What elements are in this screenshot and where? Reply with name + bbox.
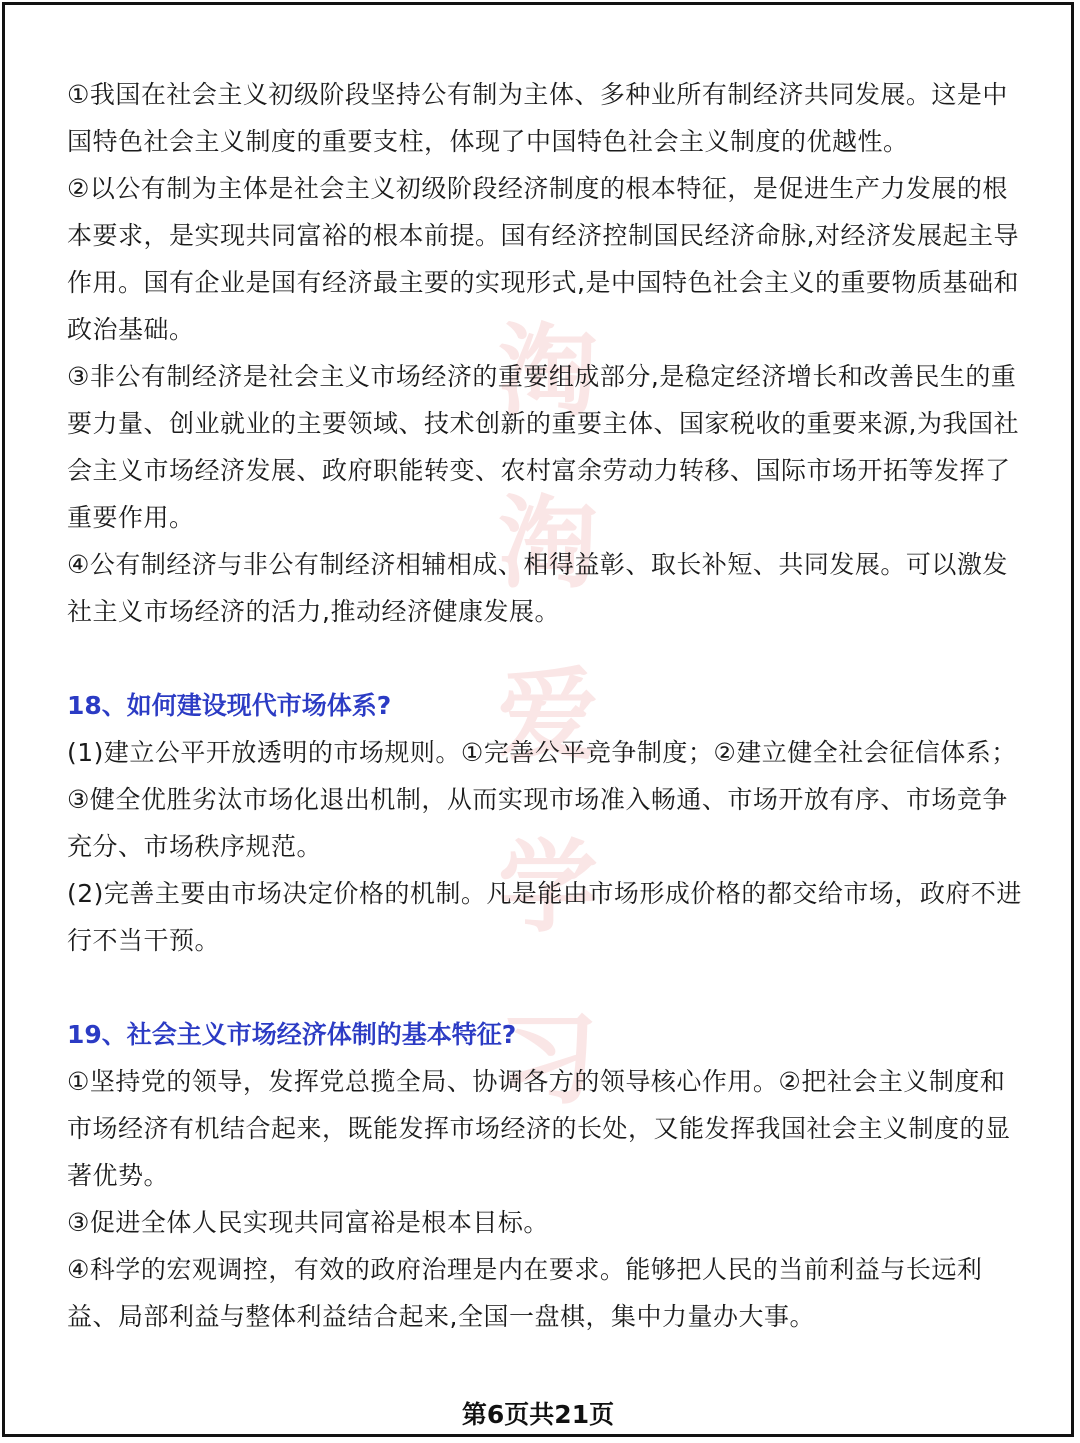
question-19-answer-2: ③促进全体人民实现共同富裕是根本目标。	[67, 1208, 549, 1237]
question-19-answer-3: ④科学的宏观调控，有效的政府治理是内在要求。能够把人民的当前利益与长远利益、局部利益与整体利益结合起来,全国一盘棋，集中力量办大事。	[67, 1255, 983, 1331]
intro-paragraph-1: ①我国在社会主义初级阶段坚持公有制为主体、多种业所有制经济共同发展。这是中国特色社会主义制度的重要支柱，体现了中国特色社会主义制度的优越性。	[67, 80, 1008, 156]
intro-section	[67, 71, 1027, 635]
question-19-answer-1: ①坚持党的领导，发挥党总揽全局、协调各方的领导核心作用。②把社会主义制度和市场经济有机结合起来，既能发挥市场经济的长处，又能发挥我国社会主义制度的显著优势。	[67, 1067, 1011, 1190]
question-18-answer-1: (1)建立公平开放透明的市场规则。①完善公平竞争制度；②建立健全社会征信体系；③健全优胜劣汰市场化退出机制，从而实现市场准入畅通、市场开放有序、市场竞争充分、市场秩序规范。	[67, 738, 1017, 861]
watermark-char: 学	[498, 828, 598, 946]
section-gap	[67, 635, 1027, 682]
question-19-title: 19、社会主义市场经济体制的基本特征?	[67, 1020, 517, 1049]
intro-paragraph-3: ③非公有制经济是社会主义市场经济的重要组成部分,是稳定经济增长和改善民生的重要力量、创业就业的主要领域、技术创新的重要主体、国家税收的重要来源,为我国社会主义市场经济发展、政府职能转变、农村富余劳动力转移、国际市场开拓等发挥了重要作用。	[67, 362, 1019, 532]
question-19-section	[67, 1011, 1027, 1340]
question-18-section	[67, 682, 1027, 964]
page-frame	[2, 2, 1074, 1437]
document-body	[67, 71, 1027, 1340]
intro-paragraph-2: ②以公有制为主体是社会主义初级阶段经济制度的根本特征，是促进生产力发展的根本要求，是实现共同富裕的根本前提。国有经济控制国民经济命脉,对经济发展起主导作用。国有企业是国有经济最主要的实现形式,是中国特色社会主义的重要物质基础和政治基础。	[67, 174, 1019, 344]
section-gap	[67, 964, 1027, 1011]
watermark-char: 淘	[498, 484, 598, 602]
page-number: 第6页共21页	[461, 1400, 615, 1429]
watermark-char: 爱	[498, 656, 598, 774]
question-18-answer-2: (2)完善主要由市场决定价格的机制。凡是能由市场形成价格的都交给市场，政府不进行不当干预。	[67, 879, 1022, 955]
question-18-title: 18、如何建设现代市场体系?	[67, 691, 392, 720]
watermark-char: 淘	[498, 312, 598, 430]
watermark-char: 习	[498, 1000, 598, 1118]
intro-paragraph-4: ④公有制经济与非公有制经济相辅相成、相得益彰、取长补短、共同发展。可以激发社主义市场经济的活力,推动经济健康发展。	[67, 550, 1008, 626]
